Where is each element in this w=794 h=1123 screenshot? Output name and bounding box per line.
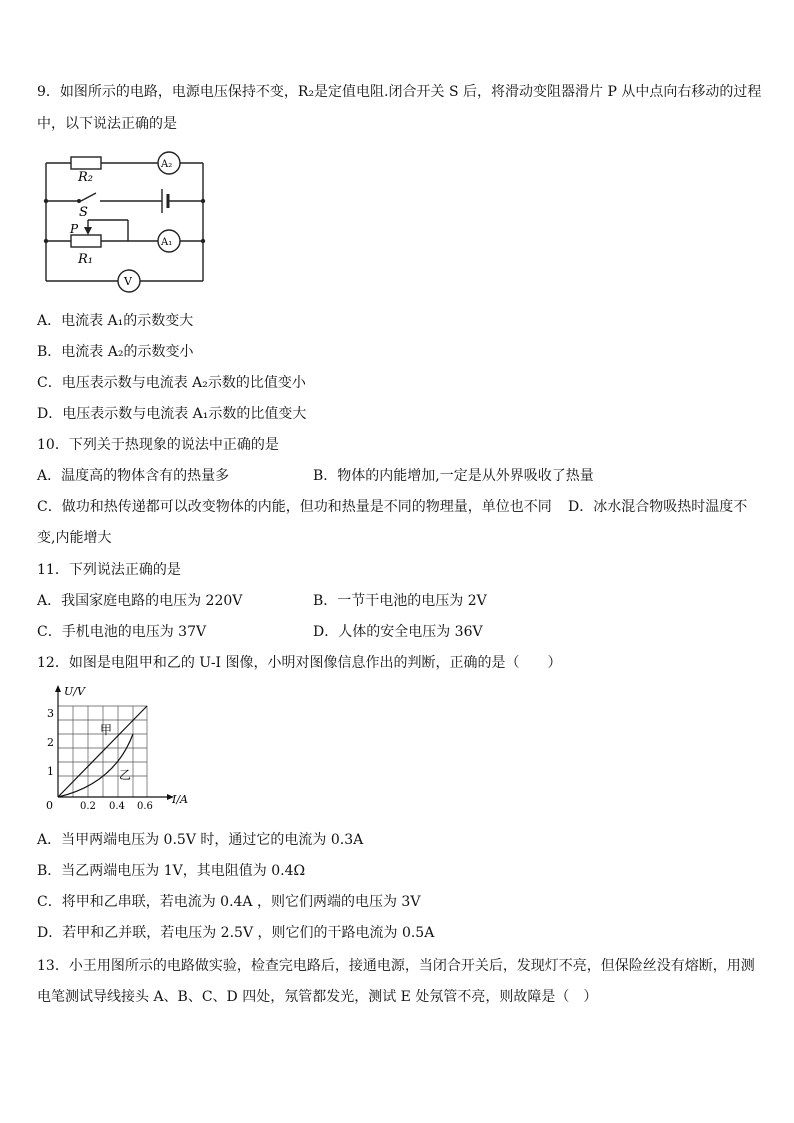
q11-option-d: D．人体的安全电压为 36V <box>313 624 483 640</box>
a1-label: A₁ <box>161 237 173 248</box>
r1-label: R₁ <box>78 252 93 267</box>
q9-option-c: C．电压表示数与电流表 A₂示数的比值变小 <box>37 375 306 391</box>
x-tick-0.2: 0.2 <box>80 801 96 812</box>
q13-stem-line2: 电笔测试导线接头 A、B、C、D 四处，氖管都发光，测试 E 处氖管不亮，则故障是（ ） <box>37 989 598 1005</box>
r2-label: R₂ <box>78 170 93 185</box>
q10-stem: 10．下列关于热现象的说法中正确的是 <box>37 437 279 453</box>
q10-option-d-continued: 变,内能增大 <box>37 530 112 546</box>
q9-option-a: A．电流表 A₁的示数变大 <box>37 313 194 329</box>
x-tick-0.6: 0.6 <box>137 801 153 812</box>
q11-option-c: C．手机电池的电压为 37V <box>37 624 207 640</box>
q10-option-b: B．物体的内能增加,一定是从外界吸收了热量 <box>313 468 594 484</box>
slider-arrow-icon <box>84 227 92 235</box>
q12-option-a: A．当甲两端电压为 0.5V 时，通过它的电流为 0.3A <box>37 832 364 848</box>
q9-stem-line2: 中，以下说法正确的是 <box>37 116 177 132</box>
q12-option-c: C．将甲和乙串联，若电流为 0.4A ，则它们两端的电压为 3V <box>37 894 421 910</box>
r2-resistor <box>71 157 101 169</box>
q12-option-d: D．若甲和乙并联，若电压为 2.5V ，则它们的干路电流为 0.5A <box>37 925 435 941</box>
y-tick-2: 2 <box>47 736 54 749</box>
q9-option-d: D．电压表示数与电流表 A₁示数的比值变大 <box>37 406 307 422</box>
origin-label: 0 <box>46 799 53 812</box>
q11-stem: 11．下列说法正确的是 <box>37 562 181 578</box>
r1-rheostat <box>71 235 101 247</box>
y-axis-label: U/V <box>64 685 85 698</box>
y-tick-1: 1 <box>47 765 54 778</box>
yi-label: 乙 <box>119 768 132 782</box>
slider-label: P <box>70 222 79 236</box>
q9-option-b: B．电流表 A₂的示数变小 <box>37 344 194 360</box>
q10-option-a: A．温度高的物体含有的热量多 <box>37 468 230 484</box>
q9-circuit-diagram <box>38 148 210 296</box>
q11-option-a: A．我国家庭电路的电压为 220V <box>37 593 243 609</box>
x-tick-0.4: 0.4 <box>109 801 125 812</box>
q12-ui-graph <box>38 683 198 813</box>
jia-label: 甲 <box>100 723 113 737</box>
q10-option-d: D．冰水混合物吸热时温度不 <box>568 499 748 515</box>
y-axis-arrow-icon <box>55 685 61 692</box>
q12-stem: 12．如图是电阻甲和乙的 U-I 图像，小明对图像信息作出的判断，正确的是（ ） <box>37 655 562 671</box>
a2-label: A₂ <box>161 159 173 170</box>
x-axis-label: I/A <box>172 793 188 806</box>
switch-label: S <box>79 205 88 220</box>
q9-stem-line1: 9．如图所示的电路，电源电压保持不变，R₂是定值电阻.闭合开关 S 后，将滑动变阻器滑片 P 从中点向右移动的过程 <box>37 84 762 100</box>
curve-yi <box>58 734 133 797</box>
q10-option-c: C．做功和热传递都可以改变物体的内能，但功和热量是不同的物理量，单位也不同 <box>37 499 552 515</box>
q11-option-b: B．一节干电池的电压为 2V <box>313 593 487 609</box>
voltmeter-label: V <box>124 275 132 288</box>
y-tick-3: 3 <box>47 707 54 720</box>
q12-option-b: B．当乙两端电压为 1V，其电阻值为 0.4Ω <box>37 863 306 879</box>
q13-stem-line1: 13．小王用图所示的电路做实验，检查完电路后，接通电源，当闭合开关后，发现灯不亮，但保险丝没有熔断，用测 <box>37 958 755 974</box>
